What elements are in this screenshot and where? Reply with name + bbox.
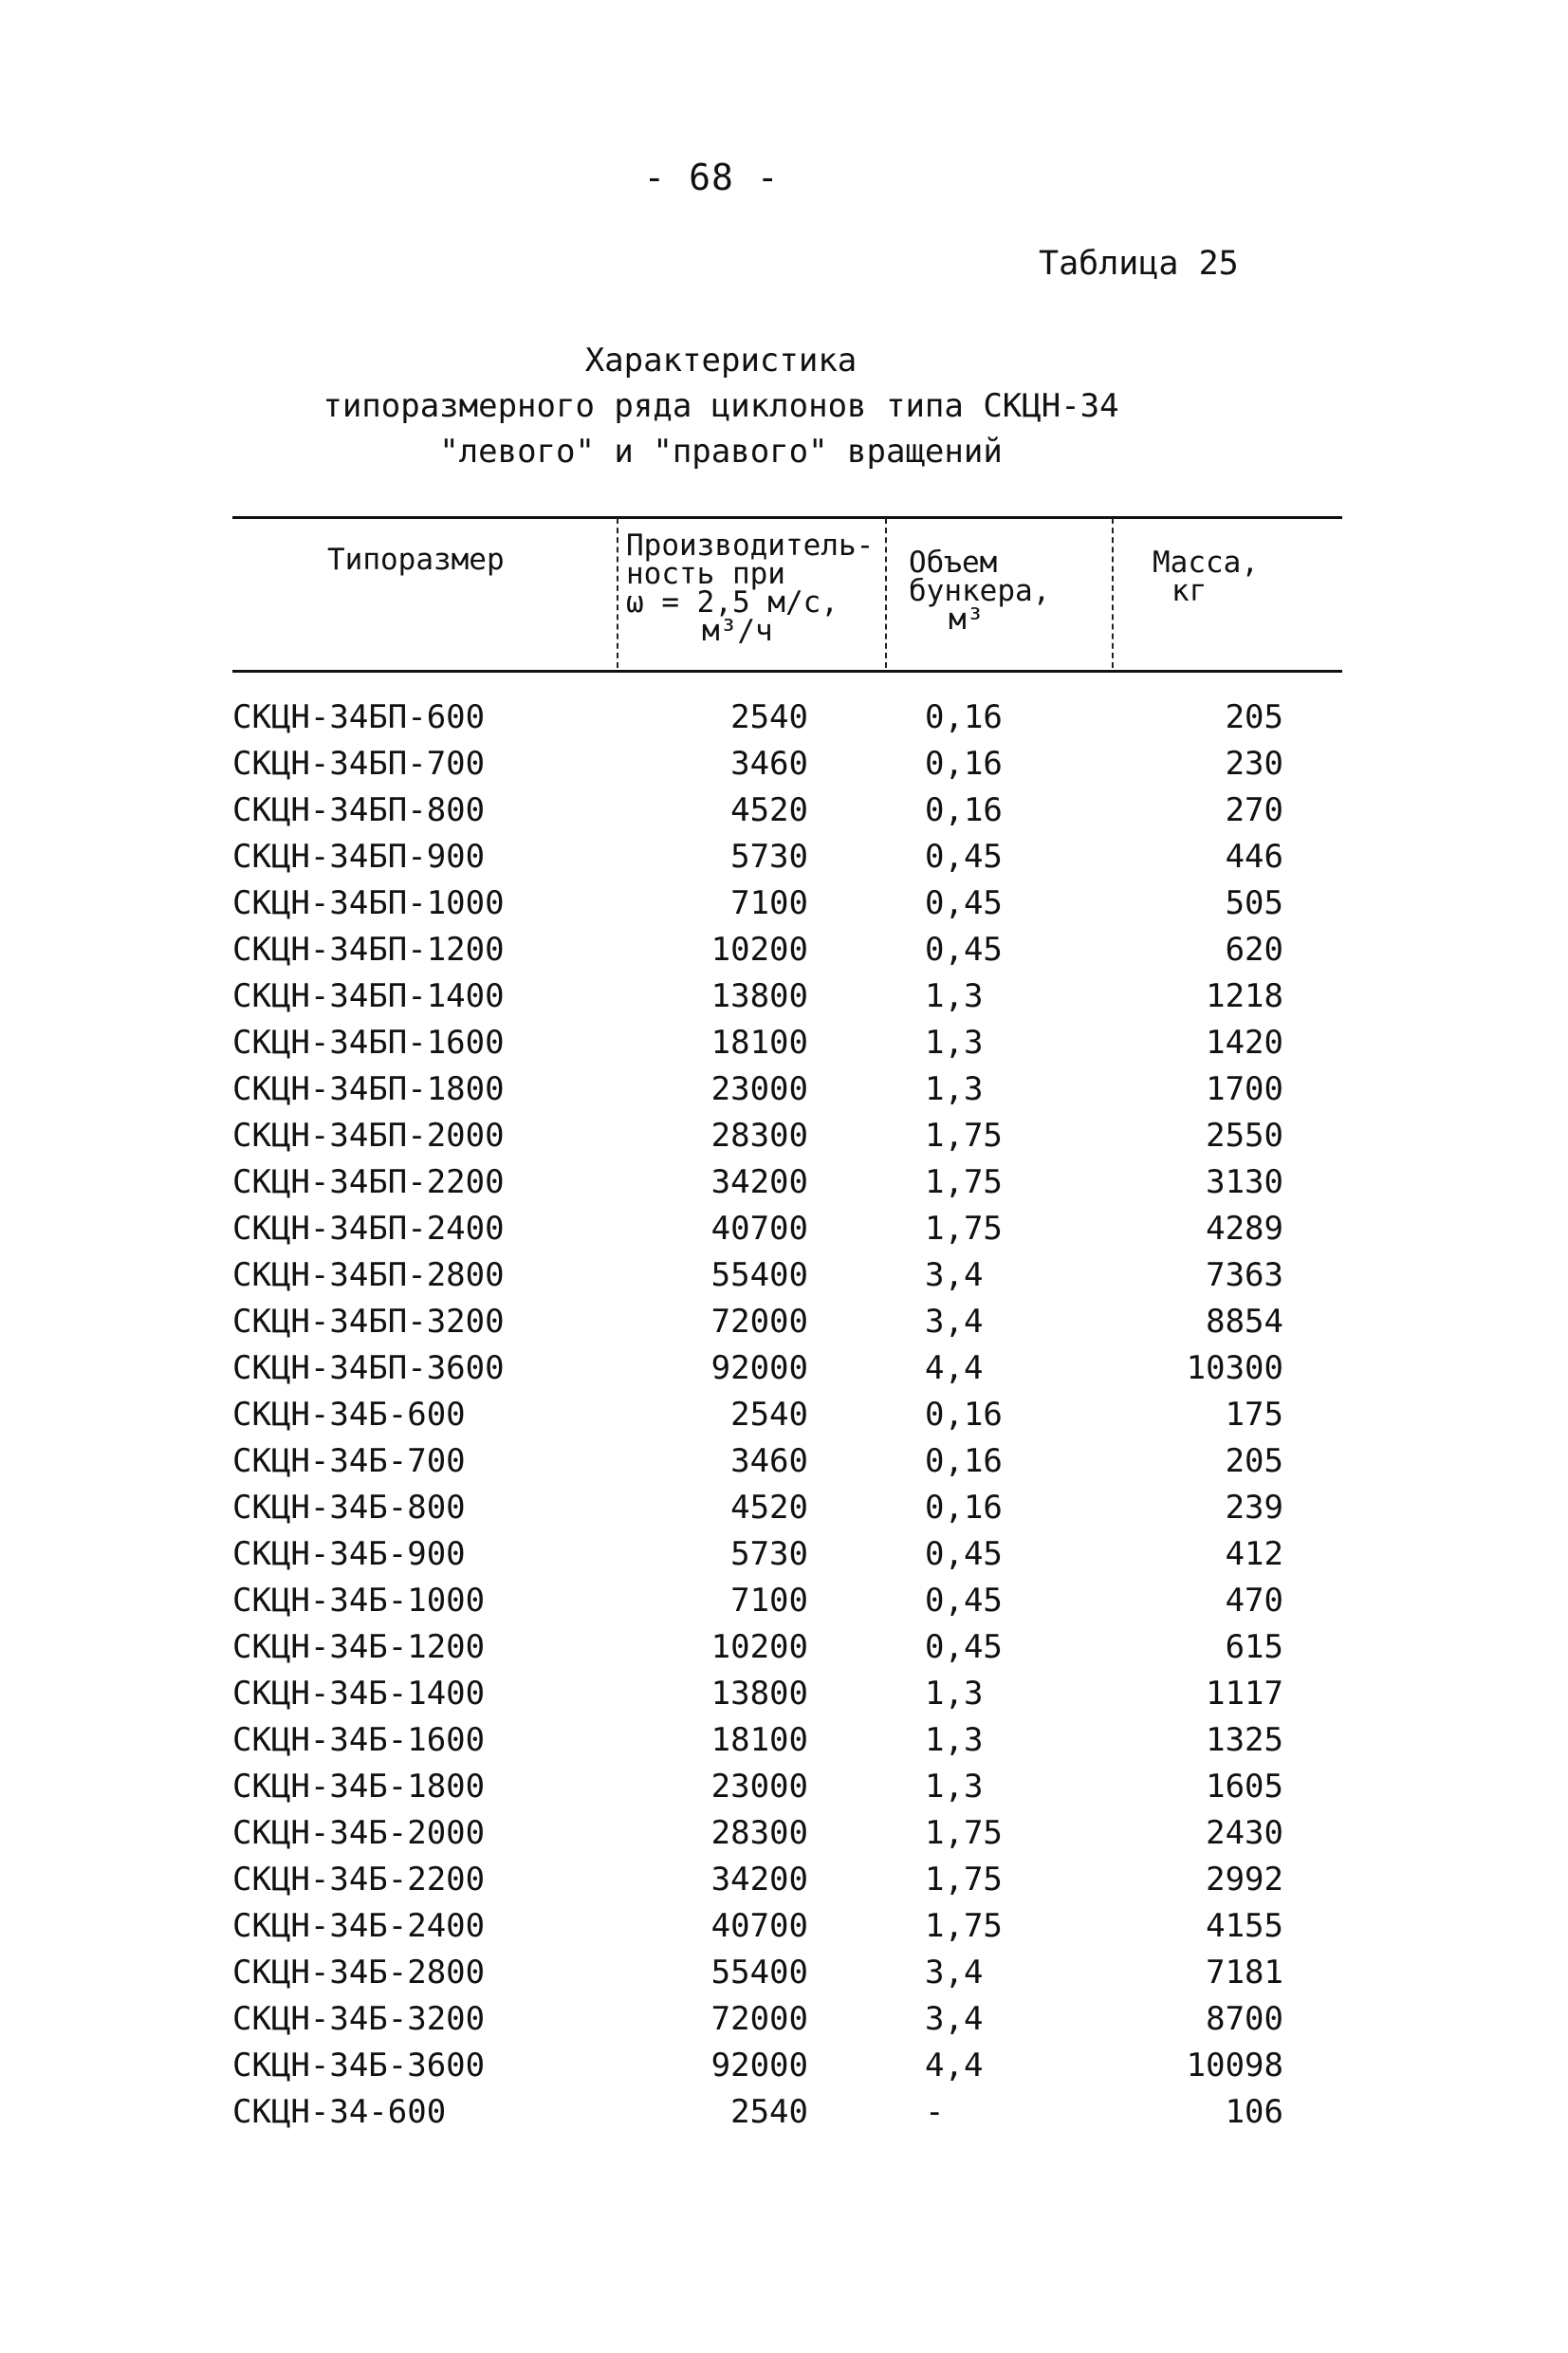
cell-type: СКЦН-34Б-1600 (232, 1721, 486, 1759)
cell-mass: 505 (1225, 884, 1283, 922)
cell-volume: 0,16 (925, 1489, 1003, 1527)
cell-mass: 205 (1225, 698, 1283, 736)
cell-productivity: 92000 (710, 2047, 808, 2084)
cell-productivity: 34200 (710, 1861, 808, 1899)
table-row (0, 834, 1568, 880)
cell-mass: 7363 (1206, 1256, 1283, 1294)
cell-volume: 0,45 (925, 838, 1003, 876)
cell-type: СКЦН-34Б-600 (232, 1396, 466, 1434)
cell-type: СКЦН-34Б-2200 (232, 1861, 486, 1899)
header-volume-line: м³ (949, 602, 985, 637)
cell-type: СКЦН-34БП-2800 (232, 1256, 505, 1294)
cell-productivity: 55400 (710, 1256, 808, 1294)
table-row (0, 1252, 1568, 1299)
title-line: типоразмерного ряда циклонов типа СКЦН-34 (323, 387, 1119, 425)
cell-mass: 1218 (1206, 977, 1283, 1015)
table-top-rule (232, 516, 1342, 519)
cell-type: СКЦН-34БП-800 (232, 791, 486, 829)
cell-volume: 0,16 (925, 745, 1003, 783)
cell-volume: 0,45 (925, 931, 1003, 969)
cell-productivity: 2540 (730, 698, 808, 736)
cell-productivity: 23000 (710, 1768, 808, 1806)
cell-type: СКЦН-34БП-1200 (232, 931, 505, 969)
header-productivity-line: ω = 2,5 м/с, (626, 585, 839, 620)
table-row (0, 1624, 1568, 1671)
cell-mass: 1325 (1206, 1721, 1283, 1759)
cell-productivity: 2540 (730, 1396, 808, 1434)
cell-productivity: 4520 (730, 1489, 808, 1527)
table-row (0, 1020, 1568, 1066)
cell-mass: 2430 (1206, 1814, 1283, 1852)
cell-productivity: 40700 (710, 1907, 808, 1945)
cell-type: СКЦН-34Б-2400 (232, 1907, 486, 1945)
cell-type: СКЦН-34Б-900 (232, 1535, 466, 1573)
cell-productivity: 28300 (710, 1117, 808, 1155)
header-mass-line: Масса, (1153, 546, 1259, 580)
cell-productivity: 34200 (710, 1163, 808, 1201)
cell-productivity: 5730 (730, 838, 808, 876)
table-row (0, 1950, 1568, 1996)
cell-volume: 0,45 (925, 884, 1003, 922)
cell-volume: 1,3 (925, 1768, 984, 1806)
cell-mass: 7181 (1206, 1954, 1283, 1992)
cell-volume: 1,75 (925, 1163, 1003, 1201)
cell-type: СКЦН-34БП-700 (232, 745, 486, 783)
cell-productivity: 13800 (710, 977, 808, 1015)
cell-volume: 3,4 (925, 1256, 984, 1294)
cell-mass: 8700 (1206, 2000, 1283, 2038)
cell-volume: 1,3 (925, 1675, 984, 1713)
cell-volume: 3,4 (925, 1954, 984, 1992)
header-volume-line: Объем (909, 546, 998, 580)
column-separator (1112, 518, 1114, 668)
cell-type: СКЦН-34Б-800 (232, 1489, 466, 1527)
cell-volume: 0,16 (925, 791, 1003, 829)
cell-volume: 0,45 (925, 1628, 1003, 1666)
cell-productivity: 4520 (730, 791, 808, 829)
cell-productivity: 10200 (710, 931, 808, 969)
cell-volume: 1,75 (925, 1117, 1003, 1155)
cell-mass: 10300 (1186, 1349, 1283, 1387)
cell-mass: 446 (1225, 838, 1283, 876)
cell-volume: 3,4 (925, 2000, 984, 2038)
table-title (0, 338, 1442, 474)
table-row (0, 1113, 1568, 1159)
cell-volume: 1,75 (925, 1907, 1003, 1945)
cell-type: СКЦН-34БП-2000 (232, 1117, 505, 1155)
cell-type: СКЦН-34Б-1800 (232, 1768, 486, 1806)
cell-volume: 1,3 (925, 1024, 984, 1062)
header-mass (1153, 546, 1259, 608)
cell-productivity: 92000 (710, 1349, 808, 1387)
table-row (0, 2089, 1568, 2136)
table-row (0, 880, 1568, 927)
cell-mass: 4155 (1206, 1907, 1283, 1945)
cell-mass: 8854 (1206, 1303, 1283, 1341)
cell-mass: 3130 (1206, 1163, 1283, 1201)
cell-productivity: 13800 (710, 1675, 808, 1713)
cell-volume: 0,16 (925, 1442, 1003, 1480)
table-row (0, 1392, 1568, 1438)
cell-mass: 10098 (1186, 2047, 1283, 2084)
cell-type: СКЦН-34Б-3600 (232, 2047, 486, 2084)
table-row (0, 927, 1568, 973)
cell-mass: 620 (1225, 931, 1283, 969)
table-row (0, 1903, 1568, 1950)
cell-productivity: 10200 (710, 1628, 808, 1666)
cell-productivity: 23000 (710, 1070, 808, 1108)
cell-mass: 412 (1225, 1535, 1283, 1573)
cell-type: СКЦН-34БП-2400 (232, 1210, 505, 1248)
cell-mass: 239 (1225, 1489, 1283, 1527)
table-row (0, 1299, 1568, 1345)
table-row (0, 1438, 1568, 1485)
table-label: Таблица 25 (1039, 245, 1239, 283)
cell-volume: 4,4 (925, 1349, 984, 1387)
header-productivity-line: м³/ч (702, 614, 773, 648)
cell-productivity: 2540 (730, 2093, 808, 2131)
cell-type: СКЦН-34БП-3600 (232, 1349, 505, 1387)
header-productivity (626, 528, 875, 648)
table-row (0, 1066, 1568, 1113)
cell-mass: 175 (1225, 1396, 1283, 1434)
cell-type: СКЦН-34БП-1800 (232, 1070, 505, 1108)
header-bottom-rule (232, 670, 1342, 673)
cell-productivity: 72000 (710, 1303, 808, 1341)
table-row (0, 1206, 1568, 1252)
cell-volume: 3,4 (925, 1303, 984, 1341)
cell-volume: 0,16 (925, 1396, 1003, 1434)
cell-mass: 1420 (1206, 1024, 1283, 1062)
header-type-line: Типоразмер (327, 543, 505, 577)
cell-type: СКЦН-34БП-600 (232, 698, 486, 736)
table-body (0, 695, 1568, 2136)
header-volume (909, 546, 1051, 637)
cell-type: СКЦН-34БП-900 (232, 838, 486, 876)
cell-volume: 1,75 (925, 1210, 1003, 1248)
cell-type: СКЦН-34БП-3200 (232, 1303, 505, 1341)
page-number: - 68 - (643, 157, 780, 198)
cell-productivity: 55400 (710, 1954, 808, 1992)
cell-mass: 270 (1225, 791, 1283, 829)
table-row (0, 1671, 1568, 1717)
cell-volume: 4,4 (925, 2047, 984, 2084)
table-row (0, 1159, 1568, 1206)
cell-mass: 1605 (1206, 1768, 1283, 1806)
header-volume-line: бункера, (909, 574, 1051, 608)
cell-type: СКЦН-34БП-1000 (232, 884, 505, 922)
cell-productivity: 28300 (710, 1814, 808, 1852)
cell-type: СКЦН-34Б-2800 (232, 1954, 486, 1992)
cell-type: СКЦН-34Б-3200 (232, 2000, 486, 2038)
cell-mass: 2550 (1206, 1117, 1283, 1155)
cell-mass: 106 (1225, 2093, 1283, 2131)
cell-productivity: 3460 (730, 1442, 808, 1480)
cell-volume: 1,3 (925, 1070, 984, 1108)
table-row (0, 1810, 1568, 1857)
table-row (0, 787, 1568, 834)
cell-volume: 0,45 (925, 1535, 1003, 1573)
cell-mass: 1117 (1206, 1675, 1283, 1713)
header-productivity-line: Производитель- (626, 528, 875, 563)
cell-type: СКЦН-34БП-2200 (232, 1163, 505, 1201)
table-row (0, 973, 1568, 1020)
table-row (0, 2043, 1568, 2089)
header-productivity-line: ность при (626, 557, 785, 591)
cell-volume: - (925, 2093, 945, 2131)
table-row (0, 1531, 1568, 1578)
cell-productivity: 72000 (710, 2000, 808, 2038)
cell-productivity: 18100 (710, 1024, 808, 1062)
table-row (0, 1578, 1568, 1624)
column-separator (885, 518, 887, 668)
cell-productivity: 18100 (710, 1721, 808, 1759)
header-type (327, 543, 505, 577)
cell-productivity: 40700 (710, 1210, 808, 1248)
cell-volume: 1,75 (925, 1861, 1003, 1899)
cell-type: СКЦН-34Б-1000 (232, 1582, 486, 1620)
cell-productivity: 3460 (730, 745, 808, 783)
cell-volume: 1,3 (925, 1721, 984, 1759)
column-separator (617, 518, 618, 668)
cell-type: СКЦН-34Б-2000 (232, 1814, 486, 1852)
table-row (0, 1857, 1568, 1903)
table-row (0, 695, 1568, 741)
cell-mass: 615 (1225, 1628, 1283, 1666)
cell-mass: 1700 (1206, 1070, 1283, 1108)
title-line: Характеристика (584, 342, 858, 380)
table-row (0, 1764, 1568, 1810)
cell-type: СКЦН-34БП-1400 (232, 977, 505, 1015)
cell-volume: 1,3 (925, 977, 984, 1015)
cell-volume: 1,75 (925, 1814, 1003, 1852)
header-mass-line: кг (1171, 574, 1208, 608)
title-line: "левого" и "правого" вращений (439, 433, 1003, 471)
cell-type: СКЦН-34-600 (232, 2093, 447, 2131)
cell-volume: 0,16 (925, 698, 1003, 736)
table-row (0, 1996, 1568, 2043)
cell-type: СКЦН-34Б-700 (232, 1442, 466, 1480)
cell-type: СКЦН-34БП-1600 (232, 1024, 505, 1062)
cell-volume: 0,45 (925, 1582, 1003, 1620)
cell-mass: 2992 (1206, 1861, 1283, 1899)
cell-type: СКЦН-34Б-1200 (232, 1628, 486, 1666)
table-row (0, 1485, 1568, 1531)
cell-productivity: 5730 (730, 1535, 808, 1573)
cell-mass: 470 (1225, 1582, 1283, 1620)
cell-mass: 205 (1225, 1442, 1283, 1480)
cell-productivity: 7100 (730, 1582, 808, 1620)
table-row (0, 741, 1568, 787)
cell-mass: 4289 (1206, 1210, 1283, 1248)
table-row (0, 1345, 1568, 1392)
table-row (0, 1717, 1568, 1764)
cell-productivity: 7100 (730, 884, 808, 922)
cell-mass: 230 (1225, 745, 1283, 783)
cell-type: СКЦН-34Б-1400 (232, 1675, 486, 1713)
